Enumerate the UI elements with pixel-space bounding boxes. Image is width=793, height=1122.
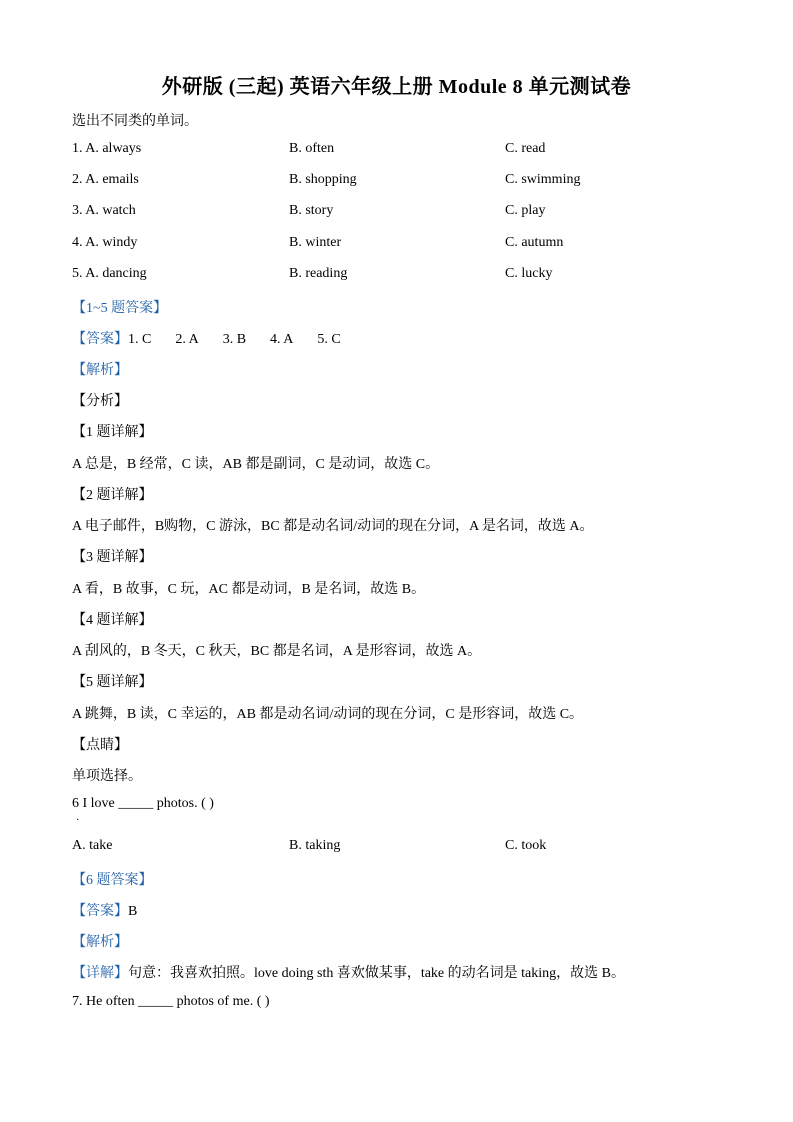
answer-value: 1. C [128, 332, 152, 347]
option-b: B. winter [289, 235, 342, 250]
option-b: B. often [289, 141, 335, 156]
option-c: C. autumn [505, 235, 564, 250]
option-b: B. reading [289, 266, 348, 281]
detail-label: 【4 题详解】 [72, 613, 153, 628]
answer-value: B [128, 904, 138, 919]
option-c: C. took [505, 838, 547, 853]
option-a: A. take [72, 838, 113, 853]
dianjing-label: 【点睛】 [72, 738, 128, 753]
answer-label: 【答案】 [72, 904, 128, 919]
option-a: 4. A. windy [72, 235, 138, 250]
analysis-label: 【解析】 [72, 935, 128, 950]
page-title: 外研版 (三起) 英语六年级上册 Module 8 单元测试卷 [161, 76, 632, 98]
detail-line [72, 962, 625, 982]
option-c: C. play [505, 203, 546, 218]
detail-label: 【详解】 [72, 966, 128, 981]
option-a: 5. A. dancing [72, 266, 147, 281]
answer-value: 4. A [270, 332, 294, 347]
detail-text: A 电子邮件，B购物，C 游泳，BC 都是动名词/动词的现在分词，A 是名词，故选 A。 [72, 519, 594, 534]
document-page: 外研版 (三起) 英语六年级上册 Module 8 单元测试卷 选出不同类的单词。 1. A. always B. often C. read 2. A. emails B. shopping C. swimming 3. A. watch B. story C. play 4. A. windy B. winter C. autumn 5. A. dancing B. reading C. lucky 【1~5 题答案】 【答案】1. C 2. A 3. B 4. A 5. C 【解析】 【分析】 【1 题详解】 A 总是，B 经常，C 读，AB 都是副词，C 是动词，故选 C。 【2 题详解】 A 电子邮件，B购物，C 游泳，BC 都是动名词/动词的现在分词，A 是名词，故选 A。 【3 题详解】 A 看，B 故事，C 玩，AC 都是动词，B 是名词，故选 B。 【4 题详解】 A 刮风的，B 冬天，C 秋天，BC 都是名词，A 是形容词，故选 A。 【5 题详解】 A 跳舞，B 读，C 幸运的，AB 都是动名词/动词的现在分词，C 是形容词，故选 C。 【点睛】 单项选择。 6 I love _____ photos. ( ) · A. take B. taking C. took 【6 题答案】 【答案】B 【解析】 【详解】句意：我喜欢拍照。love doing sth 喜欢做某事，take 的动名词是 taking，故选 B。 7. He often _____ photos of me. ( ) [0, 0, 793, 1122]
detail-text: A 跳舞，B 读，C 幸运的，AB 都是动名词/动词的现在分词，C 是形容词，故选 C。 [72, 707, 584, 722]
answer-header: 【1~5 题答案】 [72, 301, 168, 316]
detail-label: 【1 题详解】 [72, 425, 153, 440]
detail-label: 【3 题详解】 [72, 550, 153, 565]
detail-label: 【2 题详解】 [72, 488, 153, 503]
instruction: 选出不同类的单词。 [72, 114, 198, 129]
dianjing-text: 单项选择。 [72, 769, 142, 784]
answer-value: 2. A [175, 332, 199, 347]
option-a: 3. A. watch [72, 203, 136, 218]
fenxi-label: 【分析】 [72, 394, 128, 409]
answer-label: 【答案】 [72, 332, 128, 347]
option-c: C. swimming [505, 172, 581, 187]
detail-text: A 刮风的，B 冬天，C 秋天，BC 都是名词，A 是形容词，故选 A。 [72, 644, 482, 659]
question-7-stem: 7. He often _____ photos of me. ( ) [72, 994, 270, 1009]
option-a: 2. A. emails [72, 172, 139, 187]
option-b: B. shopping [289, 172, 357, 187]
detail-text: 句意：我喜欢拍照。love doing sth 喜欢做某事，take 的动名词是 taking，故选 B。 [128, 966, 625, 981]
option-c: C. read [505, 141, 546, 156]
detail-label: 【5 题详解】 [72, 675, 153, 690]
option-c: C. lucky [505, 266, 553, 281]
detail-text: A 看，B 故事，C 玩，AC 都是动词，B 是名词，故选 B。 [72, 582, 426, 597]
answer-line [72, 328, 365, 348]
question-6-stem: 6 I love _____ photos. ( ) [72, 796, 214, 811]
option-a: 1. A. always [72, 141, 142, 156]
detail-text: A 总是，B 经常，C 读，AB 都是副词，C 是动词，故选 C。 [72, 457, 440, 472]
analysis-label: 【解析】 [72, 363, 128, 378]
option-b: B. taking [289, 838, 341, 853]
answer-value: 5. C [317, 332, 341, 347]
answer-header: 【6 题答案】 [72, 873, 153, 888]
answer-line [72, 900, 137, 920]
option-b: B. story [289, 203, 334, 218]
answer-value: 3. B [222, 332, 247, 347]
